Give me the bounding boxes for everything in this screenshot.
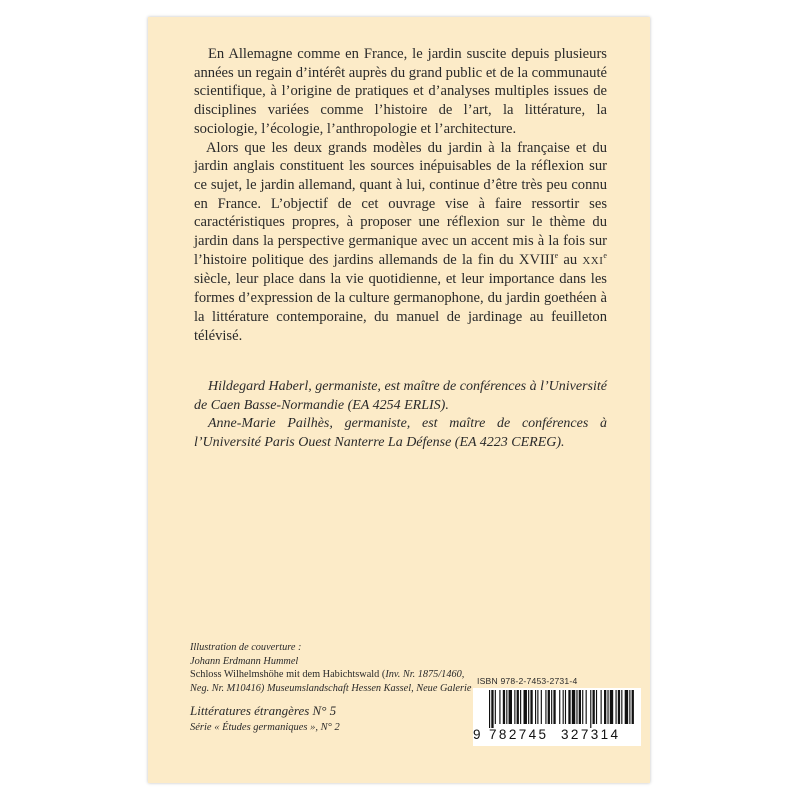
credits-work-title: Schloss Wilhelmshöhe mit dem Habichtswald ( [190,669,386,681]
barcode-bar [563,690,564,724]
barcode-bar [593,690,595,724]
blurb-text: siècle, leur place dans la vie quotidienne, et leur importance dans les formes d’expression de la culture germanophone, du jardin goethéen à la littérature contemporaine, du manuel de jardinage au feuilleton télévisé. [194,271,607,344]
barcode-bar [537,690,538,724]
barcode-bar [610,690,613,724]
barcode-bar [565,690,566,724]
barcode-bar [553,690,555,724]
barcode-bar [629,690,630,724]
blurb-paragraph-2 [194,139,607,346]
superscript: e [603,250,607,260]
barcode-bar [548,690,550,724]
barcode-lead-digit: 9 [473,727,483,742]
barcode-bar [551,690,552,724]
barcode-bar [528,690,529,724]
barcode-bar [625,690,628,724]
barcode-bar [524,690,527,724]
author-bio-1: Hildegard Haberl, germaniste, est maître de conférences à l’Université de Caen Basse-Normandie (EA 4254 ERLIS). [194,379,607,413]
barcode-bar [618,690,620,724]
barcode-bar [579,690,581,724]
barcode-bar [632,690,634,724]
barcode-bar [535,690,536,724]
barcode-bar [590,690,591,728]
back-cover [148,17,650,783]
blurb-text: au [558,251,583,268]
barcode-bar [517,690,519,724]
barcode-bar [495,690,496,724]
series-info [190,703,490,735]
series-subtitle: Série « Études germaniques », N° 2 [190,722,340,733]
blurb [194,45,607,345]
barcode-bar [596,690,597,724]
isbn-label: ISBN 978-2-7453-2731-4 [477,676,578,686]
barcode-bar [509,690,512,724]
barcode-bar [568,690,570,724]
barcode-bar [572,690,575,724]
barcode-bar [514,690,515,724]
barcode-bar [545,690,546,724]
series-title: Littératures étrangères N° 5 [190,703,337,718]
credits-inventory: Inv. Nr. 1875/1460, [385,669,465,681]
barcode-bar [604,690,606,724]
credits-museum: Museumslandschaft Hessen Kassel, Neue Galerie [264,683,472,695]
isbn-block [473,676,651,746]
barcode-digit-group-1: 782745 [489,727,549,742]
blurb-text: Alors que les deux grands modèles du jardin à la française et du jardin anglais constituent les sources inépuisables de la réflexion sur ce sujet, le jardin allemand, quant à lui, continue d’être très peu connu en France. L’objectif de cet ouvrage vise à faire ressortir ses caractéristiques propres, à proposer une réflexion sur le thème du jardin dans la perspective germanique avec un accent mis à la fois sur l’histoire politique des jardins allemands de la fin du XVIII [194,139,607,268]
barcode-bar [520,690,521,724]
barcode-bar [506,690,507,724]
barcode-bar [601,690,602,724]
barcode [473,688,641,746]
barcode-bar [541,690,542,724]
barcode-bar [576,690,577,724]
barcode-bar [559,690,560,724]
credits-negative: Neg. Nr. M10416) [190,683,265,695]
barcode-bar [621,690,622,724]
credits-artist: Johann Erdmann Hummel [190,655,299,667]
blurb-paragraph-1: En Allemagne comme en France, le jardin suscite depuis plusieurs années un regain d’intérêt auprès du grand public et de la communauté scientifique, à l’origine de pratiques et d’analyses multiples issues de disciplines variées comme l’histoire de l’art, la littérature, la sociologie, l’écologie, l’anthropologie et l’architecture. [194,46,607,137]
credits-label: Illustration de couverture : [190,642,302,653]
barcode-bar [616,690,617,724]
cover-credits [190,641,490,696]
barcode-bar [503,690,505,724]
barcode-bar [586,690,587,724]
barcode-bar [491,690,493,728]
barcode-bar [530,690,532,724]
author-bio-2: Anne-Marie Pailhès, germaniste, est maître de conférences à l’Université Paris Ouest Nanterre La Défense (EA 4223 CEREG). [194,416,607,450]
small-caps-century: XXI [582,254,604,267]
credits-work [190,668,490,695]
barcode-bar [607,690,608,724]
superscript: e [554,250,559,260]
barcode-bar [489,690,490,728]
barcode-bars [479,690,637,728]
author-bios [194,378,607,452]
barcode-digit-group-2: 327314 [561,727,621,742]
barcode-bar [499,690,500,724]
barcode-bar [582,690,583,724]
